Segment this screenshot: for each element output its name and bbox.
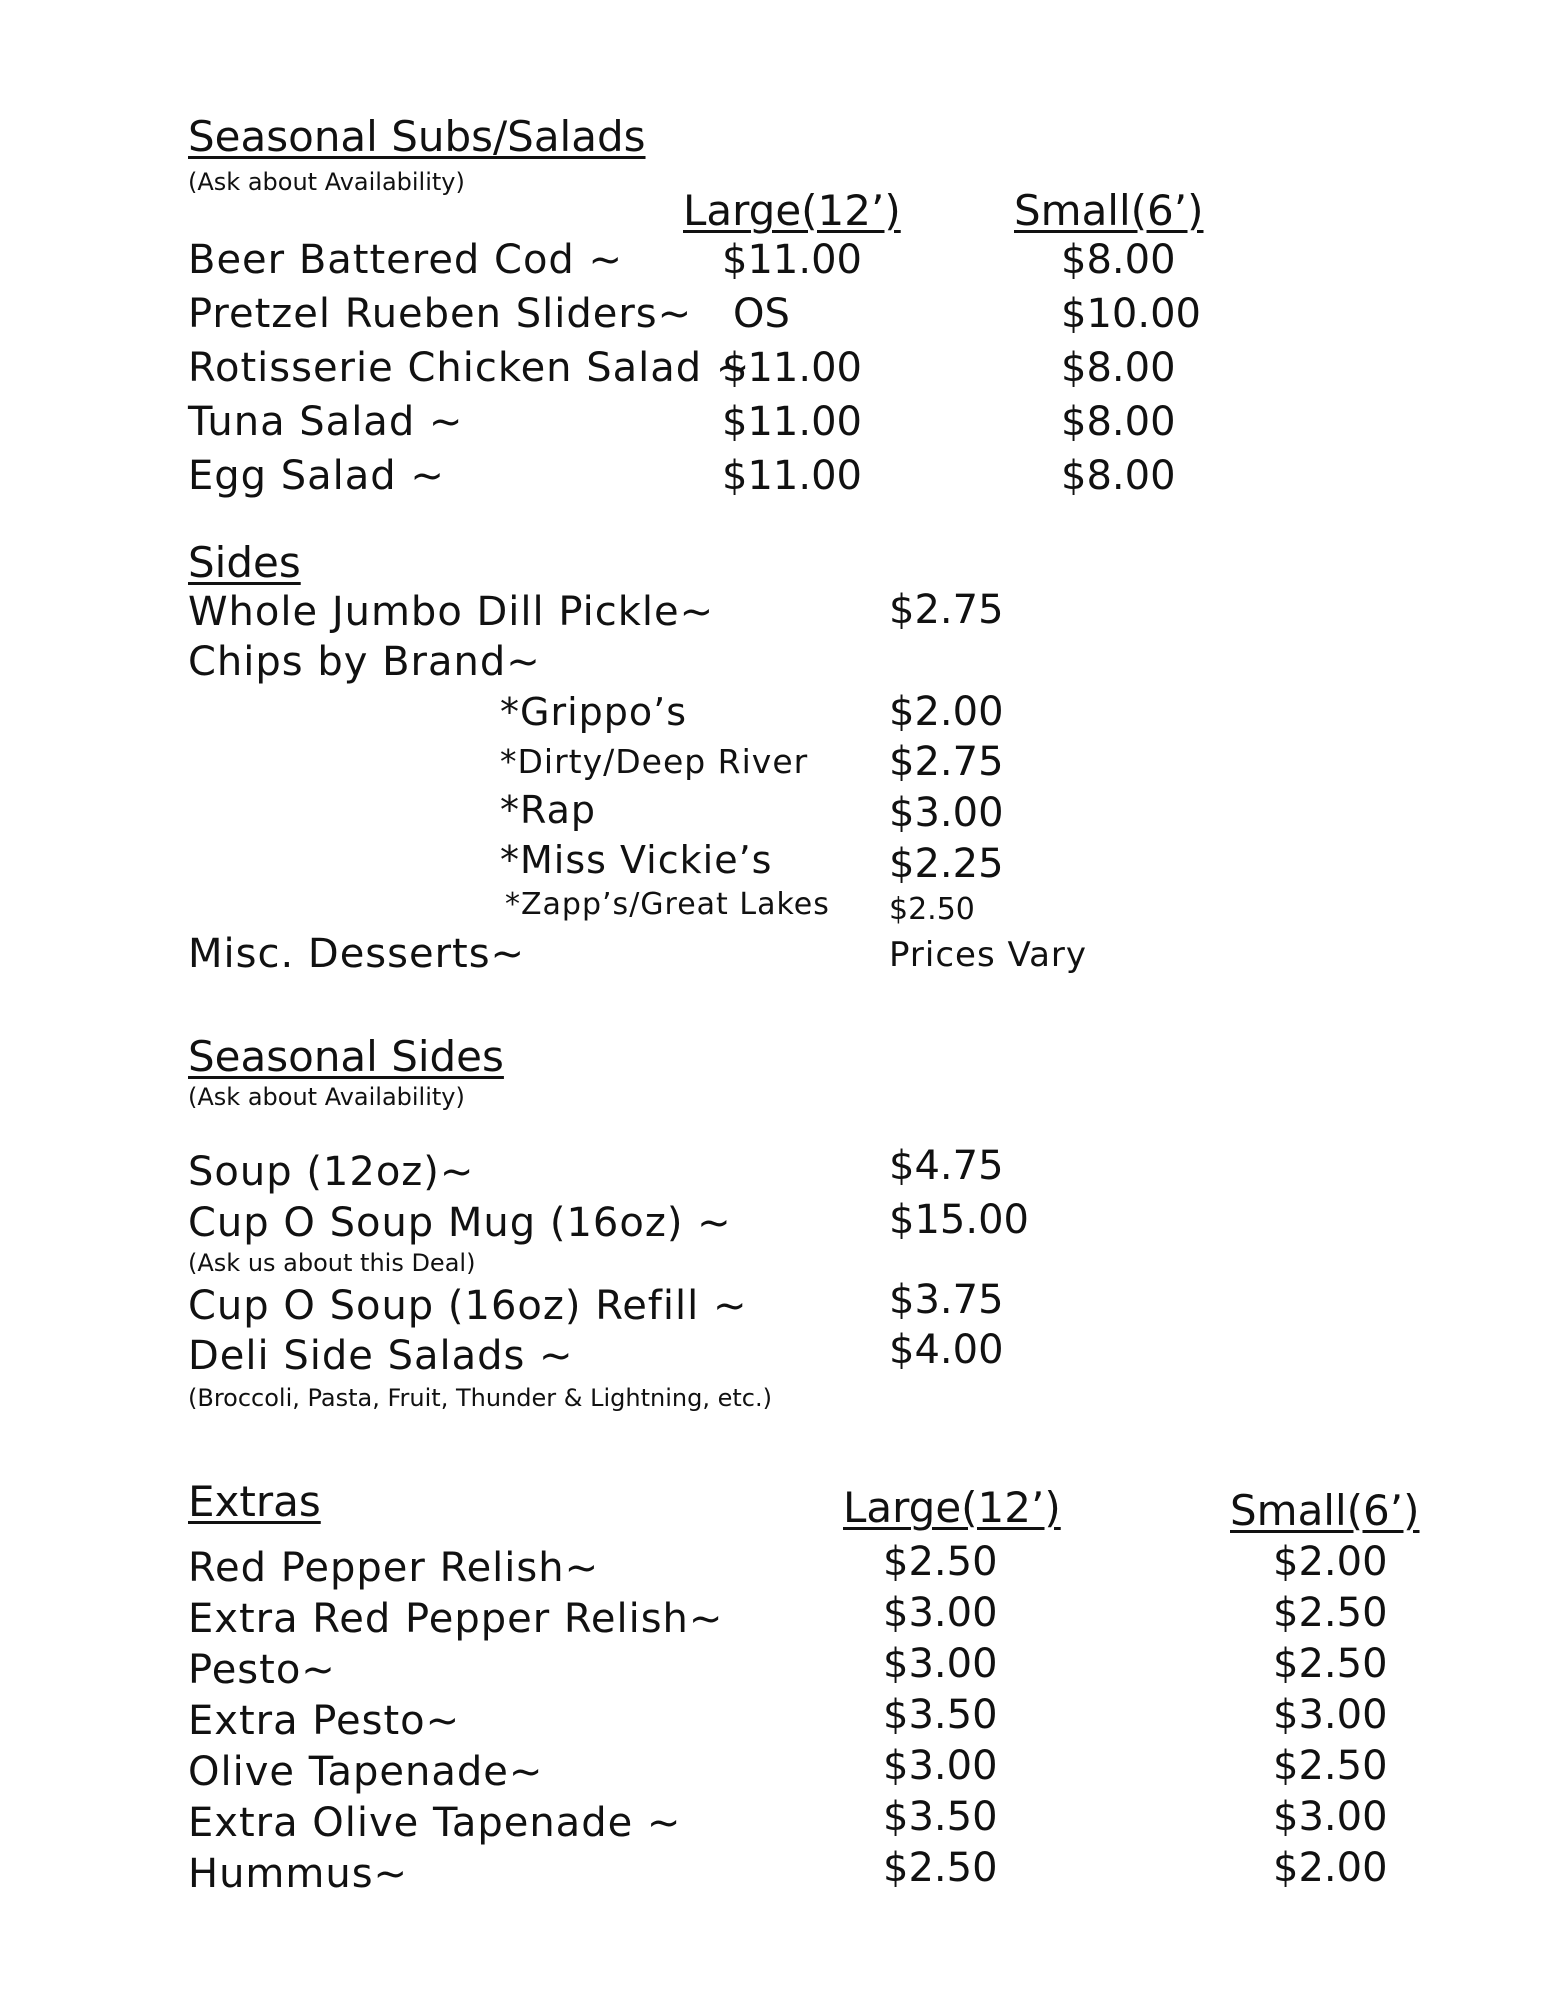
subs-item-name: Pretzel Rueben Sliders~	[188, 291, 693, 337]
subs-item-large-price: $11.00	[722, 237, 862, 283]
subs-item-small-price: $8.00	[1061, 453, 1176, 499]
deli-salads-varieties-note: (Broccoli, Pasta, Fruit, Thunder & Lightning, etc.)	[188, 1384, 772, 1412]
extra-item-large-price: $2.50	[883, 1539, 998, 1585]
chips-label: Chips by Brand~	[188, 639, 541, 685]
chip-brand-price: $3.00	[889, 790, 1004, 836]
extra-item-small-price: $2.00	[1273, 1845, 1388, 1891]
seasonal-sides-availability-note: (Ask about Availability)	[188, 1083, 465, 1111]
subs-item-small-price: $8.00	[1061, 399, 1176, 445]
extra-item-large-price: $2.50	[883, 1845, 998, 1891]
extra-item-small-price: $2.50	[1273, 1743, 1388, 1789]
seasonal-side-item-name: Cup O Soup Mug (16oz) ~	[188, 1200, 732, 1246]
seasonal-sides-section-title: Seasonal Sides	[188, 1032, 504, 1081]
extra-item-name: Extra Red Pepper Relish~	[188, 1596, 724, 1642]
chip-brand-name: *Miss Vickie’s	[500, 838, 773, 882]
subs-item-small-price: $8.00	[1061, 345, 1176, 391]
chip-brand-price: $2.00	[889, 689, 1004, 735]
subs-item-large-price: $11.00	[722, 345, 862, 391]
extra-item-large-price: $3.50	[883, 1794, 998, 1840]
subs-item-small-price: $10.00	[1061, 291, 1201, 337]
seasonal-side-item-price: $3.75	[889, 1277, 1004, 1323]
subs-section-title: Seasonal Subs/Salads	[188, 112, 646, 161]
chip-brand-price: $2.50	[889, 892, 975, 927]
extra-item-small-price: $3.00	[1273, 1794, 1388, 1840]
chip-brand-price: $2.75	[889, 739, 1004, 785]
chip-brand-price: $2.25	[889, 841, 1004, 887]
chip-brand-name: *Dirty/Deep River	[500, 742, 809, 781]
chip-brand-name: *Rap	[500, 788, 596, 832]
desserts-item-name: Misc. Desserts~	[188, 931, 526, 977]
extra-item-small-price: $2.50	[1273, 1590, 1388, 1636]
extra-item-name: Olive Tapenade~	[188, 1749, 544, 1795]
subs-item-name: Beer Battered Cod ~	[188, 237, 624, 283]
subs-item-name: Rotisserie Chicken Salad ~	[188, 345, 751, 391]
extras-section-title: Extras	[188, 1477, 321, 1526]
subs-item-name: Egg Salad ~	[188, 453, 445, 499]
subs-item-large-price: OS	[733, 291, 790, 337]
extra-item-name: Extra Pesto~	[188, 1698, 461, 1744]
extra-item-large-price: $3.00	[883, 1743, 998, 1789]
subs-item-large-price: $11.00	[722, 453, 862, 499]
seasonal-side-item-price: $15.00	[889, 1197, 1029, 1243]
subs-item-large-price: $11.00	[722, 399, 862, 445]
subs-large-column-header: Large(12’)	[683, 186, 901, 235]
subs-small-column-header: Small(6’)	[1014, 186, 1204, 235]
seasonal-side-item-price: $4.00	[889, 1327, 1004, 1373]
mug-deal-note: (Ask us about this Deal)	[188, 1249, 476, 1277]
extra-item-large-price: $3.00	[883, 1641, 998, 1687]
extra-item-name: Extra Olive Tapenade ~	[188, 1800, 682, 1846]
extra-item-large-price: $3.50	[883, 1692, 998, 1738]
extra-item-large-price: $3.00	[883, 1590, 998, 1636]
extra-item-small-price: $2.00	[1273, 1539, 1388, 1585]
extra-item-name: Pesto~	[188, 1647, 336, 1693]
extras-small-column-header: Small(6’)	[1230, 1486, 1420, 1535]
chip-brand-name: *Zapp’s/Great Lakes	[505, 887, 830, 922]
subs-availability-note: (Ask about Availability)	[188, 168, 465, 196]
seasonal-side-item-price: $4.75	[889, 1143, 1004, 1189]
extra-item-name: Red Pepper Relish~	[188, 1545, 600, 1591]
pickle-item-name: Whole Jumbo Dill Pickle~	[188, 589, 715, 635]
extra-item-small-price: $2.50	[1273, 1641, 1388, 1687]
extra-item-name: Hummus~	[188, 1851, 409, 1897]
extras-large-column-header: Large(12’)	[843, 1483, 1061, 1532]
pickle-item-price: $2.75	[889, 587, 1004, 633]
seasonal-side-item-name: Deli Side Salads ~	[188, 1333, 574, 1379]
subs-item-small-price: $8.00	[1061, 237, 1176, 283]
subs-item-name: Tuna Salad ~	[188, 399, 464, 445]
extra-item-small-price: $3.00	[1273, 1692, 1388, 1738]
chip-brand-name: *Grippo’s	[500, 690, 687, 734]
desserts-item-price: Prices Vary	[889, 935, 1088, 975]
seasonal-side-item-name: Cup O Soup (16oz) Refill ~	[188, 1283, 748, 1329]
seasonal-side-item-name: Soup (12oz)~	[188, 1149, 475, 1195]
sides-section-title: Sides	[188, 538, 301, 587]
